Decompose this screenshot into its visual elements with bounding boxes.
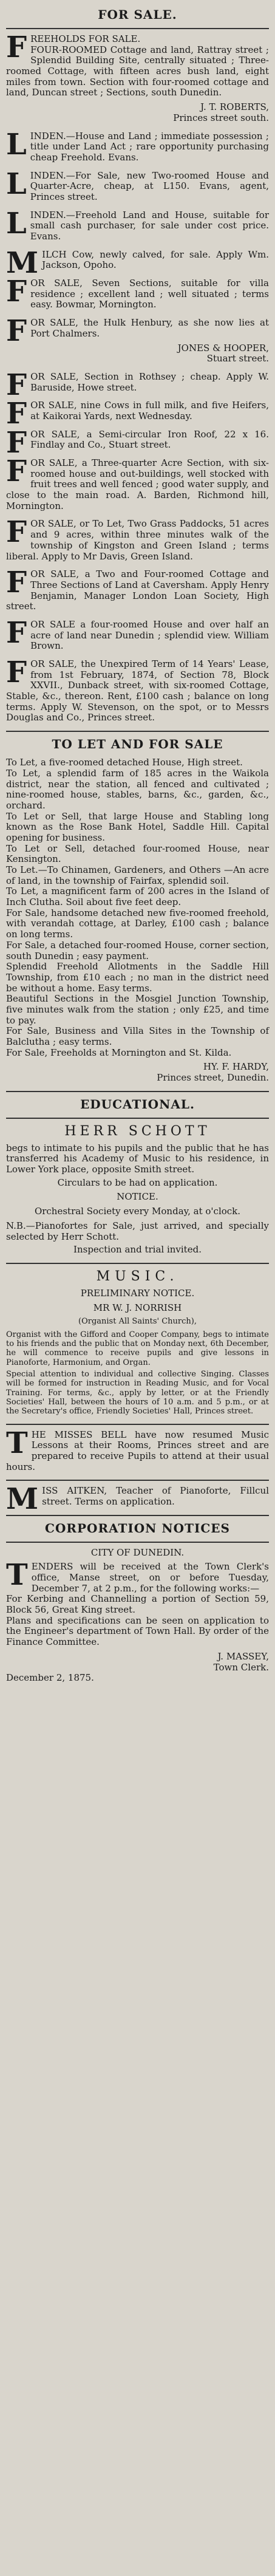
drop-cap: F bbox=[6, 565, 27, 600]
music-role: (Organist All Saints' Church), bbox=[78, 1317, 197, 1327]
divider bbox=[6, 1515, 269, 1516]
city-heading: CITY OF DUNEDIN. bbox=[90, 1546, 185, 1558]
educational-heading: EDUCATIONAL. bbox=[80, 1096, 195, 1112]
ad-grass-paddocks bbox=[6, 515, 272, 562]
drop-cap: T bbox=[6, 1558, 28, 1593]
notice-date: December 2, 1875. bbox=[6, 1672, 94, 1684]
schott-nb: N.B.—Pianofortes for Sale, just arrived, and specially selected by Herr Schott. bbox=[6, 1220, 269, 1242]
schott-notice: Orchestral Society every Monday, at o'clock. bbox=[34, 1206, 241, 1217]
ad-text: OR SALE, or To Let, Two Grass Paddocks, 51 acres and 9 acres, within three minutes walk of the township of Kingston and Green Island ; terms liberal. Apply to Mr Davis, Green Island. bbox=[6, 518, 272, 562]
ad-herr-schott bbox=[6, 1124, 269, 1256]
divider bbox=[6, 28, 269, 29]
ad-text: INDEN.—House and Land ; immediate possession ; title under Land Act ; rare opportunity purchasing cheap Freehold. Evans. bbox=[30, 130, 272, 163]
drop-cap: F bbox=[6, 367, 27, 402]
list-item: To Let.—To Chinamen, Gardeners, and Others —An acre of land, in the township of Fairfax, splendid soil. bbox=[6, 864, 269, 886]
ad-text: OR SALE a four-roomed House and over half an acre of land near Dunedin ; splendid view. William Brown. bbox=[30, 618, 272, 652]
ad-caversham bbox=[6, 565, 272, 612]
drop-cap: T bbox=[6, 1426, 28, 1460]
ad-cows bbox=[6, 397, 272, 431]
ad-seven-sections bbox=[6, 275, 272, 310]
drop-cap: M bbox=[6, 1482, 39, 1517]
ad-text: OR SALE, Seven Sections, suitable for villa residence ; excellent land ; well situated ; terms easy. Bowmar, Mornington. bbox=[30, 278, 272, 310]
ad-text: OR SALE, the Hulk Henbury, as she now lies at Port Chalmers. bbox=[30, 317, 272, 339]
drop-cap: F bbox=[6, 314, 27, 349]
drop-cap: F bbox=[6, 454, 27, 488]
drop-cap: F bbox=[6, 515, 27, 550]
schott-notice-title: NOTICE. bbox=[117, 1191, 158, 1203]
ad-text: OR SALE, Section in Rothsey ; cheap. Apply W. Baruside, Howe street. bbox=[30, 371, 272, 393]
list-item: To Let, a magnificent farm of 200 acres in the Island of Inch Clutha. Soil about five feet deep. bbox=[6, 886, 269, 908]
music-body: Organist with the Gifford and Cooper Company, begs to intimate to his friends and the public that on Monday next, 6th December, he will commence to receive pupils and give lessons in Pianoforte, Harmonium, and Organ. bbox=[6, 1330, 269, 1367]
drop-cap: F bbox=[6, 397, 27, 431]
schott-body: begs to intimate to his pupils and the public that he has transferred his Academy of Music to his residence, in Lower York place, opposite Smith street. bbox=[6, 1142, 269, 1175]
ad-text: OR SALE, a Semi-circular Iron Roof, 22 x 16. Findlay and Co., Stuart street. bbox=[30, 428, 272, 451]
ad-freeholds bbox=[6, 30, 269, 124]
divider bbox=[6, 1118, 269, 1119]
drop-cap: L bbox=[6, 206, 27, 241]
divider bbox=[6, 1424, 269, 1425]
list-item: For Sale, Business and Villa Sites in the Township of Balclutha ; easy terms. bbox=[6, 1025, 269, 1047]
divider bbox=[6, 1263, 269, 1264]
schott-heading: HERR SCHOTT bbox=[64, 1123, 211, 1139]
list-item: For Sale, a detached four-roomed House, corner section, south Dunedin ; easy payment. bbox=[6, 939, 269, 962]
music-special: Special attention to individual and collective Singing. Classes will be formed for instruction in Reading Music, and for Vocal Training. For terms, &c., apply by letter, or at the Friendly Societies' Hall, between the hours of 10 a.m. and 5 p.m., or at the Secretary's office, Friendly Societies' Hall, Princes street. bbox=[6, 1369, 269, 1416]
divider bbox=[6, 1480, 269, 1481]
list-item: To Let or Sell, detached four-roomed House, near Kensington. bbox=[6, 842, 269, 865]
schott-inspection: Inspection and trial invited. bbox=[73, 1244, 202, 1256]
ad-text: REEHOLDS FOR SALE. FOUR-ROOMED Cottage and land, Rattray street ; Splendid Building Site, centrally situated ; Three-roomed Cottage, with fifteen acres bush land, eight miles from town. Section with four-roomed cottage and land, Duncan street ; Sections, south Dunedin. bbox=[6, 33, 269, 98]
drop-cap: L bbox=[6, 127, 27, 162]
list-item: To Let or Sell, that large House and Stabling long known as the Rose Bank Hotel, Saddle Hill. Capital opening for business. bbox=[6, 810, 269, 843]
list-item: To Let, a splendid farm of 185 acres in the Waikola district, near the station, all fenced and cultivated ; nine-roomed house, stables, barns, &c., garden, &c., orchard. bbox=[6, 767, 269, 811]
ad-city-dunedin bbox=[6, 1548, 269, 1684]
ad-text: OR SALE, a Two and Four-roomed Cottage and Three Sections of Land at Caversham. Apply Henry Benjamin, Manager London Loan Society, High street. bbox=[6, 569, 272, 612]
ad-music bbox=[6, 1269, 269, 1416]
drop-cap: F bbox=[6, 425, 27, 460]
ad-signature: J. MASSEY, Town Clerk. bbox=[213, 1650, 269, 1673]
ad-three-quarter-acre bbox=[6, 454, 272, 511]
to-let-heading: TO LET AND FOR SALE bbox=[52, 737, 223, 752]
ad-text: OR SALE, nine Cows in full milk, and five Heifers, at Kaikorai Yards, next Wednesday. bbox=[30, 400, 272, 422]
list-item: Beautiful Sections in the Mosgiel Junction Township, five minutes walk from the station ; only £25, and time to pay. bbox=[6, 993, 269, 1026]
list-item: Splendid Freehold Allotments in the Saddle Hill Township, from £10 each ; no man in the district need be without a home. Easy terms. bbox=[6, 961, 269, 994]
ad-misses-bell bbox=[6, 1426, 272, 1473]
drop-cap: M bbox=[6, 245, 39, 280]
ad-text: HE MISSES BELL have now resumed Music Lessons at their Rooms, Princes street and are prepared to receive Pupils to attend at their usual hours. bbox=[6, 1429, 272, 1472]
music-prelim: PRELIMINARY NOTICE. bbox=[80, 1287, 195, 1299]
ad-unexpired-lease bbox=[6, 655, 272, 723]
drop-cap: F bbox=[6, 30, 27, 64]
ad-signature: JONES & HOOPER, Stuart street. bbox=[177, 342, 269, 364]
divider bbox=[6, 1091, 269, 1092]
drop-cap: L bbox=[6, 166, 27, 201]
divider bbox=[6, 731, 269, 732]
list-item: For Sale, handsome detached new five-roomed freehold, with verandah cottage, at Darley, £100 cash ; balance on long terms. bbox=[6, 907, 269, 940]
list-item: To Let, a five-roomed detached House, High street. bbox=[6, 757, 243, 768]
drop-cap: F bbox=[6, 615, 27, 650]
ad-hulk bbox=[6, 314, 272, 364]
music-heading: MUSIC. bbox=[96, 1268, 179, 1284]
ad-iron-roof bbox=[6, 425, 272, 460]
ad-text: OR SALE, a Three-quarter Acre Section, with six-roomed house and out-buildings, well stocked with fruit trees and well fenced ; good water supply, and close to the main road. A. Barden, Richmond hill, Mornington. bbox=[6, 457, 272, 511]
ad-text: INDEN.—For Sale, new Two-roomed House and Quarter-Acre, cheap, at L150. Evans, agent, Princes street. bbox=[30, 169, 272, 202]
corporation-heading: CORPORATION NOTICES bbox=[45, 1520, 230, 1536]
ad-rothsey bbox=[6, 367, 272, 402]
section-heading-for-sale: FOR SALE. bbox=[98, 7, 177, 22]
ad-milch-cow bbox=[6, 245, 272, 280]
ad-text: ENDERS will be received at the Town Clerk's office, Manse street, on or before Tuesday, December 7, at 2 p.m., for the following works:— For Kerbing and Channelling a portion of Section 59, Block 56, Great King street. Plans and specifications can be seen on application to the Engineer's department of Town Hall. By order of the Finance Committee. bbox=[6, 1561, 269, 1648]
to-let-items bbox=[6, 757, 269, 1084]
ad-text: INDEN.—Freehold Land and House, suitable for small cash purchaser, for sale under cost price. Evans. bbox=[30, 209, 272, 242]
ad-signature: HY. F. HARDY, Princes street, Dunedin. bbox=[157, 1061, 269, 1084]
ad-text: OR SALE, the Unexpired Term of 14 Years' Lease, from 1st February, 1874, of Section 78, Block XXVII., Dunback street, with six-roomed Cottage, Stable, &c., thereon. Rent, £100 cash ; balance on long terms. Apply W. Stevenson, on the spot, or to Messrs Douglas and Co., Princes street. bbox=[6, 658, 272, 723]
ad-signature: J. T. ROBERTS, Princes street south. bbox=[173, 101, 269, 123]
music-name: MR W. J. NORRISH bbox=[93, 1302, 182, 1313]
drop-cap: F bbox=[6, 275, 27, 309]
ad-linden-1 bbox=[6, 127, 272, 163]
list-item: For Sale, Freeholds at Mornington and St. Kilda. bbox=[6, 1047, 232, 1058]
divider bbox=[6, 1542, 269, 1543]
schott-circulars: Circulars to be had on application. bbox=[57, 1177, 218, 1188]
ad-linden-2 bbox=[6, 166, 272, 203]
ad-four-roomed-house bbox=[6, 615, 272, 652]
ad-miss-aitken bbox=[6, 1482, 272, 1517]
ad-text: ILCH Cow, newly calved, for sale. Apply Wm. Jackson, Opoho. bbox=[42, 248, 272, 271]
ad-linden-3 bbox=[6, 206, 272, 242]
ad-text: ISS AITKEN, Teacher of Pianoforte, Fillcul street. Terms on application. bbox=[42, 1485, 272, 1507]
drop-cap: F bbox=[6, 655, 27, 689]
